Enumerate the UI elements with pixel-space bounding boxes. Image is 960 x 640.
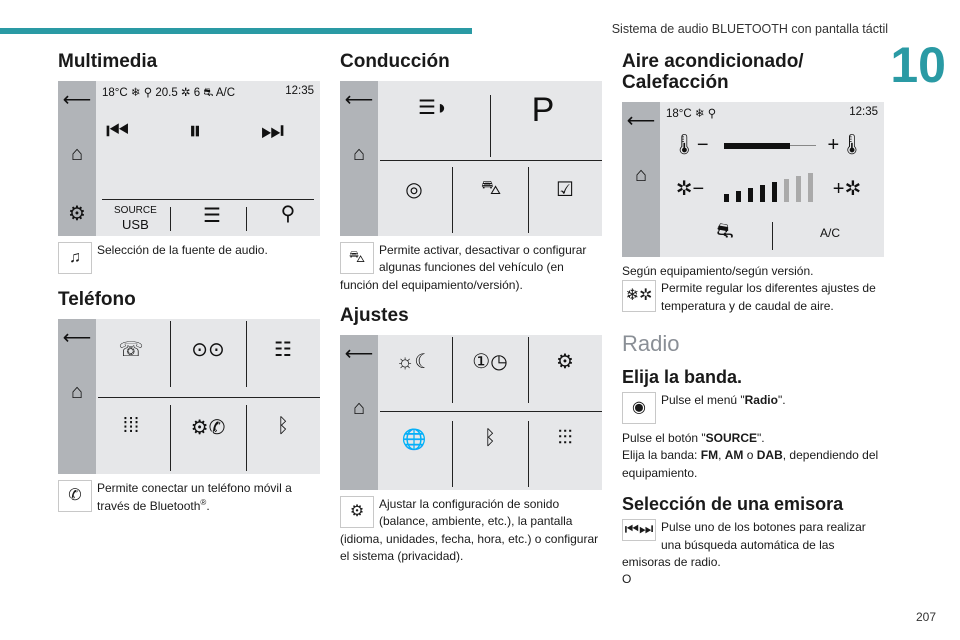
divider [528,337,529,403]
telefono-description [58,480,320,516]
fan-level-bar [760,185,765,202]
aire-screen [622,102,884,257]
screen-rail [340,81,378,236]
band-fm: FM [700,448,719,463]
source-a: Pulse el botón " [622,430,706,445]
header-title: Sistema de audio BLUETOOTH con pantalla táctil [611,22,888,36]
telefono-desc-end: . [206,499,210,514]
divider [452,167,453,233]
band-a: Elija la banda: [622,448,701,463]
bluetooth-icon[interactable]: ᛒ [277,414,289,437]
status-left: 18°C ❄ ⚲ 20.5 ✲ 6 ⛐ A/C [102,86,235,99]
fan-level-bar [808,173,813,202]
band-sep2: o [743,448,757,463]
aire-description [622,280,884,315]
emisora-title: Selección de una emisora [622,494,844,515]
source-label: SOURCE [705,430,757,445]
divider [170,207,171,231]
column-1 [58,52,320,526]
source-c: ". [757,430,765,445]
ajustes-screen [340,335,602,490]
divider [490,95,491,157]
home-icon[interactable]: ⌂ [352,142,366,165]
ajustes-description [340,496,602,566]
multimedia-description [58,242,320,276]
band-sep1: , [718,448,725,463]
aire-content [660,102,884,257]
fan-level-bar [748,188,753,202]
back-arrow-icon[interactable]: ⟵ [344,88,374,111]
equalizer-icon[interactable]: ⫶⫶⫶ [557,426,573,449]
temp-minus-button[interactable]: 🌡− [671,133,709,156]
multimedia-title: Multimedia [58,51,158,72]
fan-level-bar [772,182,777,202]
source-button[interactable] [114,205,157,234]
radio-icon: ◉ [622,392,656,424]
emisora-desc-text: Pulse uno de los botones para realizar una búsqueda automática de las emisoras de radio. [622,520,866,569]
back-arrow-icon[interactable]: ⟵ [62,326,92,349]
home-icon[interactable]: ⌂ [70,380,84,403]
language-globe-icon[interactable]: 🌐 [401,428,427,451]
telefono-title: Teléfono [58,288,136,310]
display-brightness-icon[interactable]: ☼☾ [395,350,433,373]
fan-plus-button[interactable]: +✲ [832,177,862,200]
divider [170,405,171,471]
temp-plus-button[interactable]: +🌡 [827,133,865,156]
climate-icon: ❄✲ [622,280,656,312]
chapter-number: 10 [890,37,946,93]
bluetooth-icon[interactable]: ᛒ [484,426,496,449]
ac-button[interactable]: A/C [820,225,841,240]
phone-icon: ✆ [58,480,92,512]
telefono-content [96,319,320,474]
banda-desc-a: Pulse el menú " [661,392,745,407]
band-dab: DAB [756,448,783,463]
fan-level-bar [796,176,801,202]
divider [452,421,453,487]
clock: 12:35 [849,105,878,118]
back-arrow-icon[interactable]: ⟵ [626,109,656,132]
aire-title: Aire acondicionado/ Calefacción [622,51,804,93]
fan-level-bar [724,194,729,202]
conduccion-description [340,242,602,294]
radio-title: Radio [622,330,680,356]
banda-title: Elija la banda. [622,366,743,387]
radio-menu-label: Radio [744,392,778,407]
divider [246,405,247,471]
banda-description [622,392,884,426]
divider [772,222,773,250]
back-arrow-icon[interactable]: ⟵ [344,342,374,365]
gear-icon: ⚙ [340,496,374,528]
divider [246,321,247,387]
banda-desc-c: ". [777,392,786,407]
phone-settings-icon[interactable]: ⚙✆ [190,416,226,439]
temperature-level-bar [724,143,790,149]
telefono-desc-text: Permite conectar un teléfono móvil a través de Bluetooth [97,480,292,514]
source-instruction [622,430,884,447]
divider [246,207,247,231]
contacts-icon[interactable]: ☷ [274,338,292,361]
conduccion-title: Conducción [340,51,450,72]
status-bar [102,85,314,101]
voicemail-icon[interactable]: ⊙⊙ [191,338,225,361]
settings-music-icon[interactable]: ⚙ [68,202,86,225]
screen-rail [622,102,660,257]
screen-rail [340,335,378,490]
band-end: , dependiendo del equipamiento. [622,448,879,480]
conduccion-content [378,81,602,236]
or-text: O [622,572,632,587]
car-icon: ⛍ [340,242,374,274]
back-arrow-icon[interactable]: ⟵ [62,88,92,111]
date-time-icon[interactable]: ①◷ [472,350,508,373]
aire-note: Según equipamiento/según versión. [622,263,814,278]
multimedia-screen [58,81,320,236]
parking-icon[interactable]: P [531,90,555,129]
registered-mark: ® [200,498,207,508]
ajustes-title: Ajustes [340,305,409,327]
ajustes-desc-text: Ajustar la configuración de sonido (balance, ambiente, etc.), la pantalla (idioma, unidades, fecha, hora, etc.) o configurar el sistema (privacidad). [340,496,599,564]
list-icon[interactable]: ☰ [203,204,221,227]
band-instruction [622,447,884,482]
divider [380,411,602,412]
divider [170,321,171,387]
divider [102,199,314,200]
divider [528,167,529,233]
ajustes-content [378,335,602,490]
source-label: SOURCE [114,204,157,216]
column-3 [622,52,884,589]
aire-desc-text: Permite regular los diferentes ajustes de temperatura y de caudal de aire. [661,281,876,313]
status-left: 18°C ❄ ⚲ [666,107,717,120]
divider [528,421,529,487]
multimedia-desc-text: Selección de la fuente de audio. [97,242,268,257]
headlights-icon[interactable]: ☰◗ [417,96,448,119]
fan-minus-button[interactable]: ✲− [675,177,705,200]
home-icon[interactable]: ⌂ [634,163,648,186]
column-2 [340,52,602,576]
screen-settings-icon[interactable]: ⚙ [556,350,574,373]
home-icon[interactable]: ⌂ [352,396,366,419]
divider [98,397,320,398]
multimedia-content [96,81,320,236]
vehicle-functions-icon[interactable]: ◎ [405,178,423,201]
checklist-tools-icon[interactable]: ☑ [556,178,574,201]
conduccion-desc-text: Permite activar, desactivar o configurar algunas funciones del vehículo (en función del equipamiento/versión). [340,242,587,292]
air-distribution-icon[interactable]: ⛐ [716,219,734,242]
header-accent-bar [0,28,472,34]
playback-controls-icon[interactable]: ⏮ ⏸ ⏭ [105,114,311,145]
fan-level-bar [784,179,789,202]
conduccion-screen [340,81,602,236]
screen-rail [58,81,96,236]
emisora-description [622,519,884,571]
telefono-screen [58,319,320,474]
home-icon[interactable]: ⌂ [70,142,84,165]
page-number: 207 [915,610,936,624]
status-bar [666,106,878,120]
band-am: AM [724,448,744,463]
vehicle-settings-icon[interactable]: ⛍ [480,176,502,199]
divider [452,337,453,403]
screen-rail [58,319,96,474]
seek-buttons-icon: ⏮⏭ [622,519,656,541]
source-value: USB [122,217,149,233]
temperature-track [790,145,816,146]
music-note-icon: ♫ [58,242,92,274]
call-log-icon[interactable]: ☏ [118,338,144,361]
keypad-icon[interactable]: ⁞⁞⁞ [122,414,140,437]
divider [380,160,602,161]
search-icon[interactable]: ⚲ [280,202,296,225]
fan-level-bar [736,191,741,202]
clock: 12:35 [285,84,314,97]
